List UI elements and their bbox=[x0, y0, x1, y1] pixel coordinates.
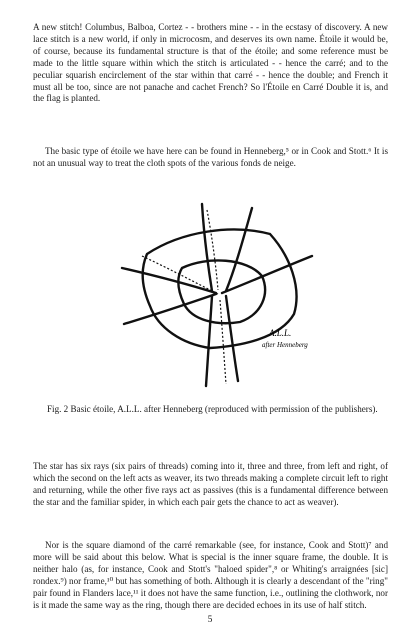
ray-upper-left bbox=[122, 268, 216, 293]
paragraph-2: The basic type of étoile we have here can be found in Henneberg,⁵ or in Cook and Stott.⁶ It is not an unusual way to treat the cloth spots of the various fonds de neige. bbox=[33, 146, 388, 168]
stitch-diagram-figure bbox=[112, 196, 322, 396]
diagram-annotation-credit: after Henneberg bbox=[262, 341, 308, 349]
etoile-diagram bbox=[112, 196, 322, 396]
thread-pair-upper bbox=[207, 210, 218, 290]
diagram-annotation-initials: A.L.L. bbox=[269, 328, 292, 338]
ray-right-bottom bbox=[226, 296, 238, 381]
figure-caption: Fig. 2 Basic étoile, A.L.L. after Henneberg (reproduced with permission of the publishers). bbox=[47, 404, 378, 414]
ray-left-top bbox=[202, 204, 212, 291]
ray-right-top bbox=[226, 208, 252, 291]
ray-left-bottom bbox=[206, 296, 212, 386]
paragraph-3: The star has six rays (six pairs of threads) coming into it, three and three, from left and right, of which the second on the left acts as weaver, its two threads making a complete circuit left to right and returning, while the other five rays act as passives (this is a fundamental difference between the star and the familiar spider, in which each pair gets the chance to act as weaver). bbox=[33, 461, 388, 507]
paragraph-1: A new stitch! Columbus, Balboa, Cortez - - brothers mine - - in the ecstasy of discovery. A new lace stitch is a new world, if only in microcosm, and deserves its own name. Étoile it would be, of course, because its fundamental structure is that of the étoile; and some reference must be made to the little square within which the stitch is articulated - - hence the carré; and to the peculiar squarish encirclement of the star within that carré - - hence the double; and French it must all be too, since are not panache and cachet French? So l'Étoile en Carré Double it is, and the flag is planted. bbox=[33, 22, 388, 104]
paragraph-4: Nor is the square diamond of the carré remarkable (see, for instance, Cook and Stott)⁷ and more will be said about this below. What is special is the inner square frame, the double. It is neither halo (as, for instance, Cook and Stott's "haloed spider",⁸ or Whiting's arraignées [sic] rondex.⁹) nor frame,¹⁰ but has something of both. Although it is clearly a descendant of the "ring" pair found in Flanders lace,¹¹ it does not have the same function, i.e., outlining the clothwork, nor is it made the same way as the ring, though there are decided echoes in its use of half stitch. bbox=[33, 540, 388, 610]
page-number: 5 bbox=[207, 615, 213, 625]
thread-pair-lower bbox=[220, 300, 226, 384]
inner-ring-path bbox=[178, 260, 265, 323]
